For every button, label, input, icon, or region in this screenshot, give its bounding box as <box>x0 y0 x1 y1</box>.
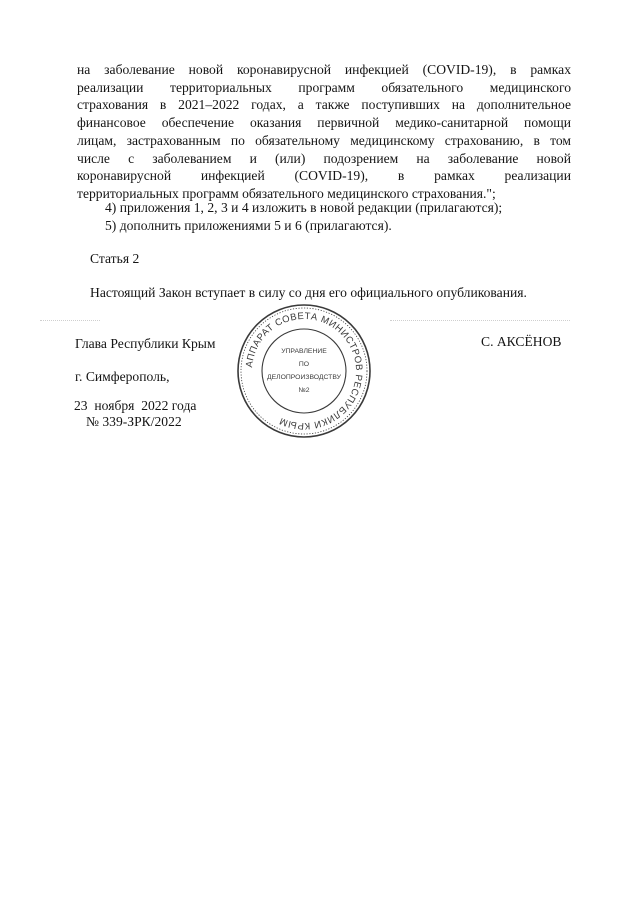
signing-date: 23 ноября 2022 года <box>74 398 197 413</box>
paragraph-line: числе с заболеванием и (или) подозрением на заболевание новой <box>77 150 571 166</box>
paragraph-line: лицам, застрахованным по обязательному медицинскому страхованию, в том <box>77 132 571 148</box>
signatory-name: С. АКСЁНОВ <box>481 334 562 349</box>
paragraph-line: финансовое обеспечение оказания первичной медико-санитарной помощи <box>77 115 571 131</box>
list-item: 5) дополнить приложениями 5 и 6 (прилагаются). <box>105 218 392 233</box>
paragraph-line: территориальных программ обязательного медицинского страхования."; <box>77 185 496 201</box>
scan-artifact-dots <box>40 320 100 323</box>
amendment-paragraph <box>77 61 571 203</box>
signatory-title: Глава Республики Крым <box>75 336 216 351</box>
scan-artifact-dots <box>390 320 570 323</box>
effective-date-text: Настоящий Закон вступает в силу со дня его официального опубликования. <box>90 285 527 300</box>
law-number: № 339-ЗРК/2022 <box>86 414 182 429</box>
article-heading: Статья 2 <box>90 251 140 266</box>
paragraph-line: страхования в 2021–2022 годах, а также поступивших на дополнительное <box>77 97 571 113</box>
official-stamp <box>236 303 372 439</box>
stamp-ring-text: АППАРАТ СОВЕТА МИНИСТРОВ РЕСПУБЛИКИ КРЫМ <box>244 310 365 432</box>
paragraph-line: реализации территориальных программ обязательного медицинского <box>77 79 571 95</box>
stamp-center-line: УПРАВЛЕНИЕ <box>281 348 327 355</box>
paragraph-line: на заболевание новой коронавирусной инфекцией (COVID-19), в рамках <box>77 62 571 77</box>
stamp-center-line: №2 <box>298 387 310 394</box>
paragraph-line: коронавирусной инфекцией (COVID-19), в рамках реализации <box>77 168 571 184</box>
stamp-center-line: ПО <box>298 361 310 368</box>
stamp-center-line: ДЕЛОПРОИЗВОДСТВУ <box>267 374 341 381</box>
list-item: 4) приложения 1, 2, 3 и 4 изложить в новой редакции (прилагаются); <box>105 200 503 215</box>
place-of-signing: г. Симферополь, <box>75 369 170 384</box>
